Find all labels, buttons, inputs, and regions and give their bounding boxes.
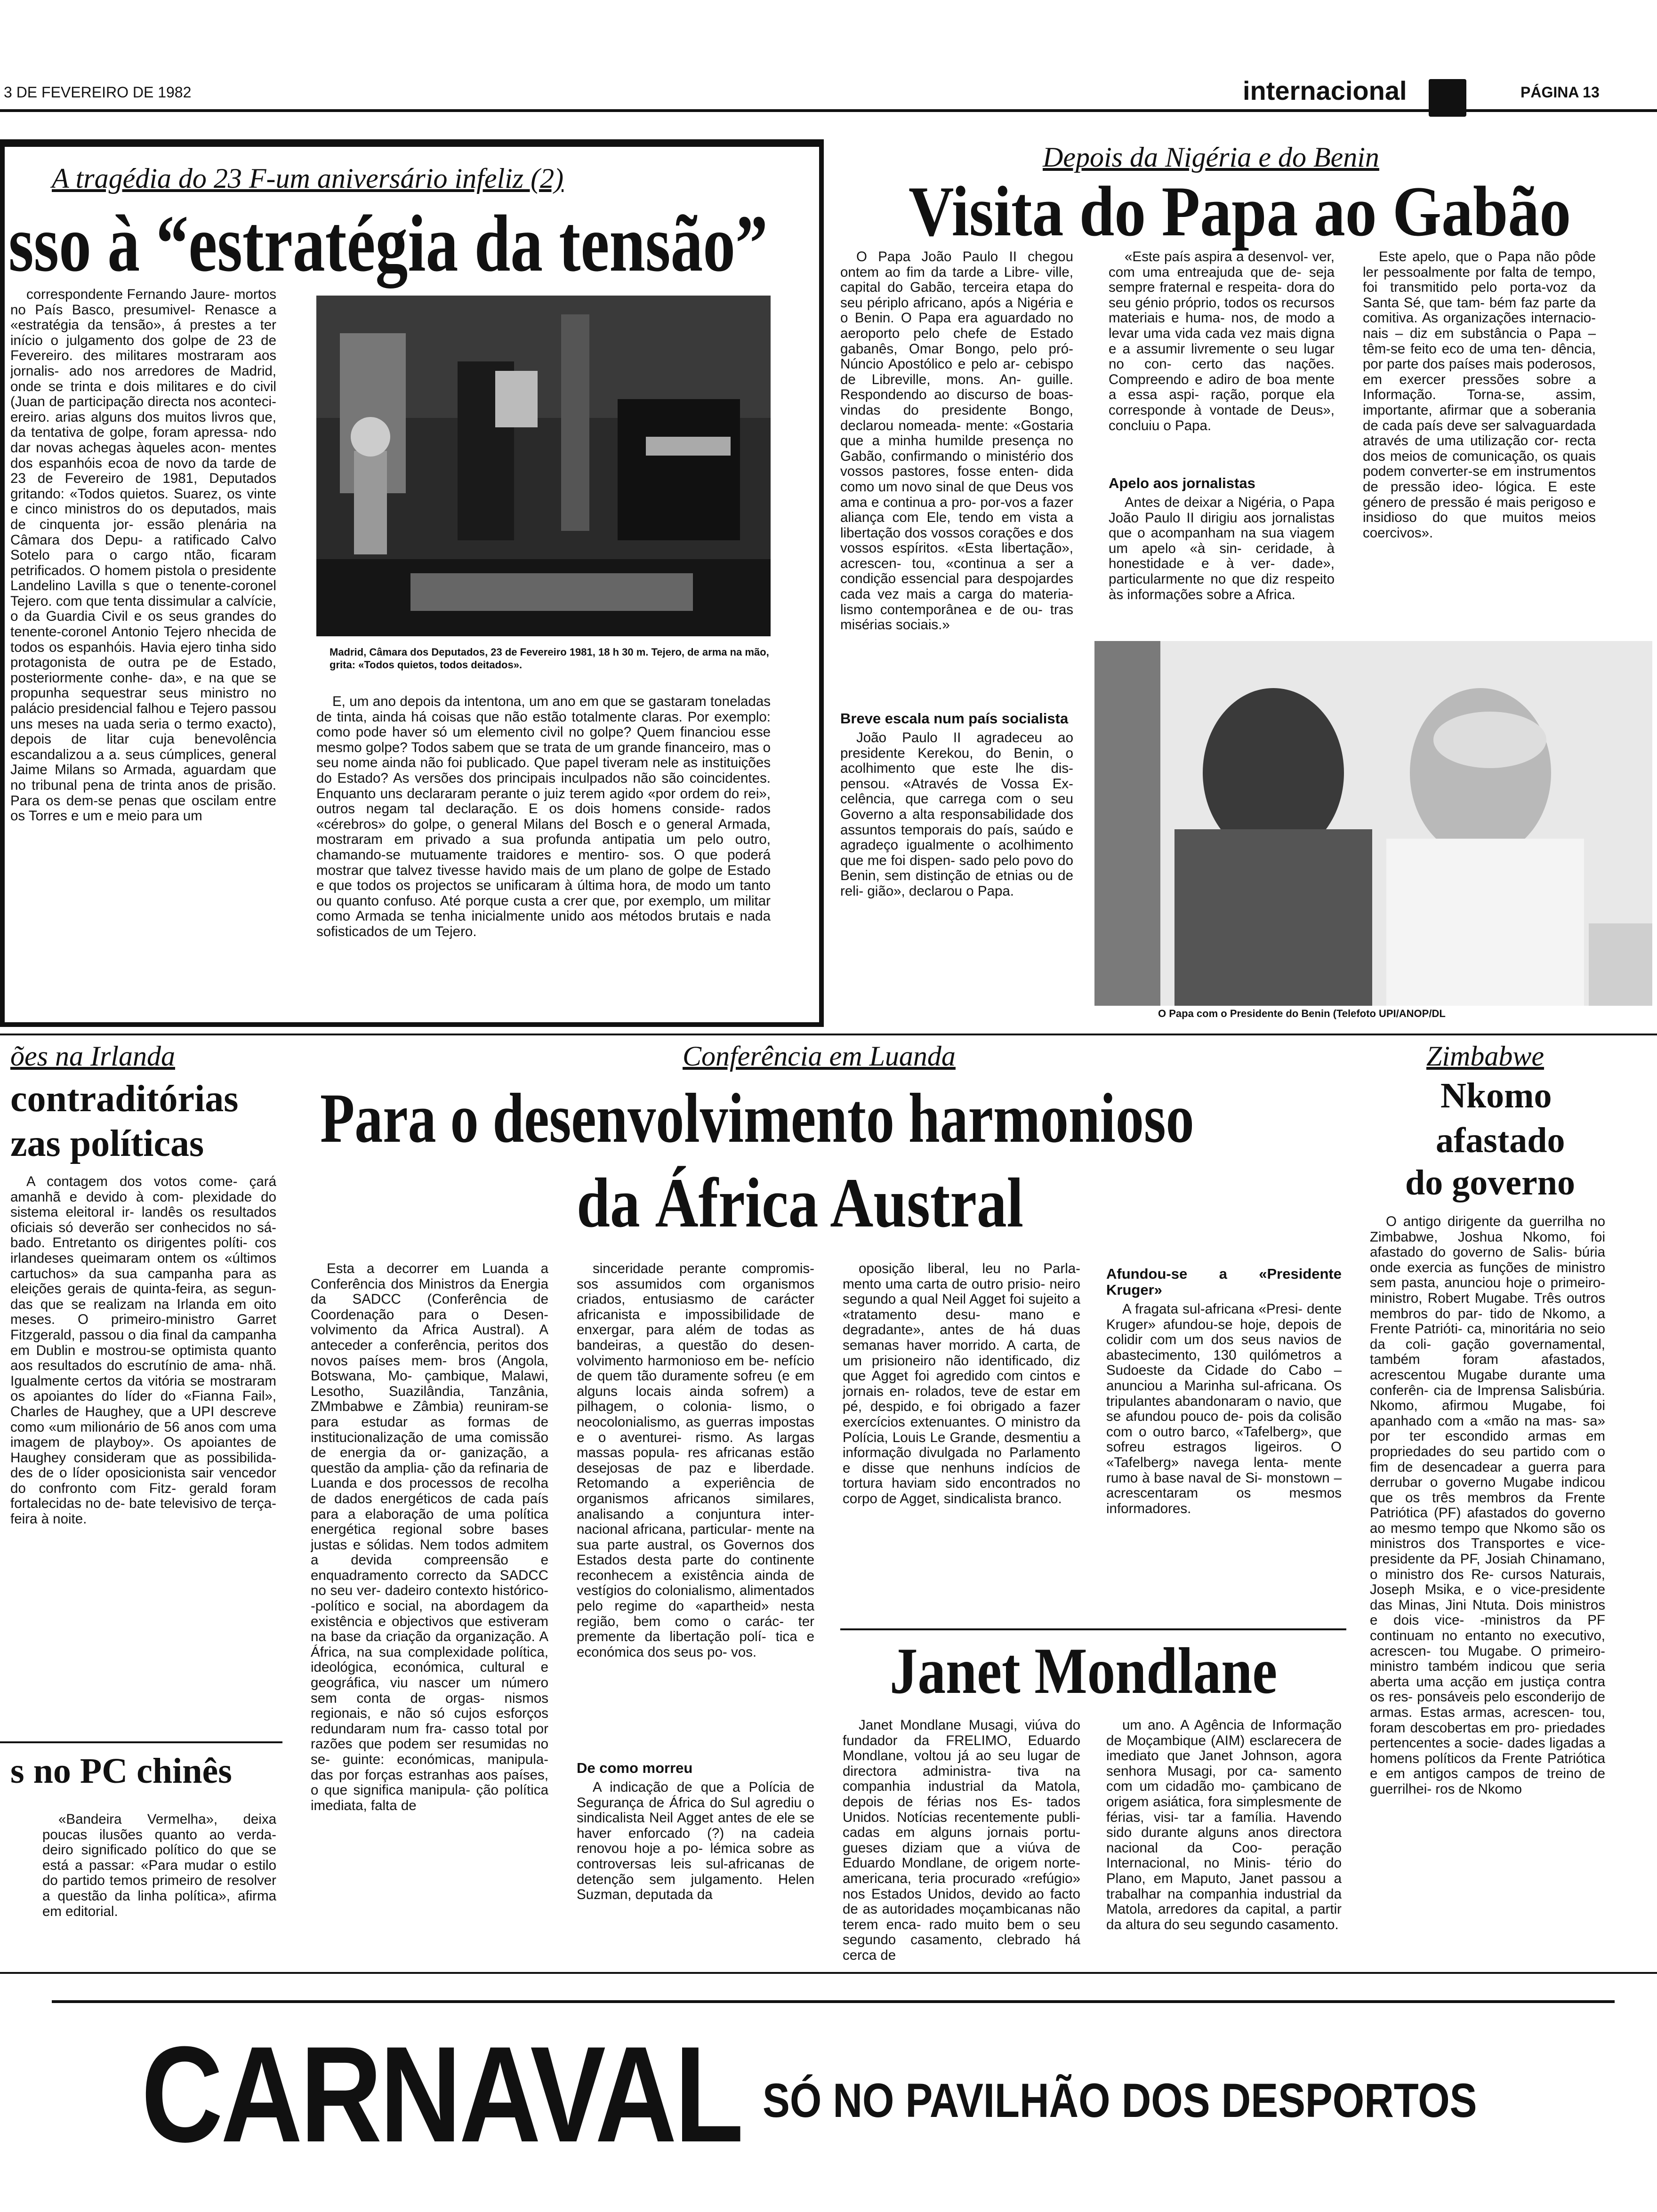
zimbabwe-headline-3: do governo <box>1405 1163 1575 1202</box>
ad-rule <box>0 1972 1657 1974</box>
pope-photo <box>1094 641 1652 1006</box>
mondlane-column-1: Janet Mondlane Musagi, viúva do fundador da FRELIMO, Eduardo Mondlane, voltou já ao seu lugar de directora administra- tiva na companhia industrial da Matola, depois de férias nos Es- tados Unidos. Notícias recentemente publi- cadas em alguns jornais portu- gueses diziam que a viúva de Eduardo Mondlane, de origem norte-americana, teria procurado «refúgio» nos Estados Unidos, devido ao facto de as autoridades moçambicanas não terem enca- rado muito bem o seu segundo casamento, clebrado há cerca de <box>843 1718 1080 1963</box>
luanda-subhead: De como morreu <box>577 1760 693 1776</box>
pope-kicker: Depois da Nigéria e do Benin <box>1043 142 1379 173</box>
zimbabwe-kicker: Zimbabwe <box>1426 1041 1544 1072</box>
luanda-column-4: Afundou-se a «Presidente Kruger» A fragata sul-africana «Presi- dente Kruger» afundou-se hoje, depois de colidir com um dos seus navios de abastecimento, 130 quilómetros a Sudoeste da Cidade do Cabo – anunciou a Marinha sul-africana. Os tripulantes abandonaram o navio, que se afundou pouco de- pois da colisão com o outro barco, «Tafelberg», que sofreu estragos ligeiros. O «Tafelberg» navega lenta- mente rumo à base naval de Si- monstown – acrescentaram os mesmos informadores. <box>1106 1266 1342 1516</box>
mondlane-rule <box>840 1628 1346 1630</box>
mondlane-headline: Janet Mondlane <box>890 1635 1278 1707</box>
spain-left-column: correspondente Fernando Jaure- mortos no País Basco, presumivel- Renasce a «estratégia da tensão», á prestes a ter início o julgamento dos golpe de 23 de Fevereiro. des militares mostraram aos jornalis- ado nos arredores de Madrid, onde se trinta e dois militares e do civil (Juan de participação directa nos aconteci- ereiro. arias alguns dos muitos livros que, da tentativa de golpe, foram apressa- ndo dar novas achegas àqueles acon- mentes dos espanhóis ecoa de novo da tarde de 23 de Fevereiro de 1981, Deputados gritando: «Todos quietos. Suarez, os vinte e cinco ministros do os deputados, mais de cinquenta jor- essão plenária na Câmara dos Depu- a ratificado Calvo Sotelo para o cargo ntão, ficaram petrificados. O homem pistola o presidente Landelino Lavilla s que o tenente-coronel Tejero. com que tenta dissimular a calvície, o da Guardia Civil e os seus grandes do tenente-coronel Antonio Tejero nhecida de todos os espanhóis. Havia ejero tinha sido protagonista de outra pe de Estado, posteriormente conhe- da», e na que se propunha sequestrar seus ministro no palácio presidencial falhou e Tejero passou uns meses na uada seria o termo exacto), depois de litar cuja benevolência escandalizou a a. seus cúmplices, general Jaime Milans so Armada, aguardam que no tribunal pena de trinta anos de prisão. Para os dem-se penas que oscilam entre os Torres e um e meio para um <box>10 287 276 824</box>
luanda-column-3: oposição liberal, leu no Parla- mento uma carta de outro prisio- neiro segundo a qual Neil Agget foi sujeito a «tratamento desu- mano e degradante», antes de há duas semanas haver morrido. A carta, de um prisioneiro não identificado, diz que Agget foi agredido com cintos e jornais en- rolados, teve de estar em pé, despido, e foi obrigado a fazer exercícios extenuantes. O ministro da Polícia, Louis Le Grande, desmentiu a informação divulgada no Parlamento e disse que nenhuns indícios de tortura haviam sido encontrados no corpo de Agget, sindicalista branco. <box>843 1261 1080 1507</box>
ireland-headline-1: contraditórias <box>10 1078 239 1120</box>
ireland-column: A contagem dos votos come- çará amanhã e devido à com- plexidade do sistema eleitoral ir- landês os resultados oficiais só deverão ser conhecidos no sá- bado. Entretanto os dirigentes políti- cos irlandeses queimaram ontem os «últimos cartuchos» da sua campanha para as eleições gerais de quinta-feira, as segun- das que se realizam na Irlanda em oito meses. O primeiro-ministro Garret Fitzgerald, passou o dia final da campanha em Dublin e mostrou-se optimista quanto aos resultados do escrutínio de ama- nhã. Igualmente certos da vitória se mostraram os apoiantes do líder do «Fianna Fail», Charles de Haughey, que a UPI descreve como «um milionário de 56 anos com uma imagem de playboy». Os apoiantes de Haughey consideram que as possibilida- des de o líder oposicionista sair vencedor do confronto com Fitz- gerald foram fortalecidas no de- bate televisivo de terça-feira à noite. <box>10 1174 276 1527</box>
pope-subhead-2: Apelo aos jornalistas <box>1109 475 1255 491</box>
ad-tagline: SÓ NO PAVILHÃO DOS DESPORTOS <box>763 2074 1477 2127</box>
pope-column-1: O Papa João Paulo II chegou ontem ao fim da tarde a Libre- ville, capital do Gabão, terceira etapa do seu périplo africano, após a Nigéria e o Benin. O Papa era aguardado no aeroporto pelo chefe de Estado gabanês, Omar Bongo, pelo pró-Núncio Apostólico e pelo ar- cebispo de Libreville, mons. An- guille. Respondendo ao discurso de boas-vindas do presidente Bongo, declarou nomeada- mente: «Gostaria que a minha humilde presença no Gabão, confirmando o ministério dos vossos pastores, fosse enten- dida como um novo sinal de que Deus vos ama e continua a pro- por-vos a fazer aliança com Ele, tendo em vista a libertação dos vossos corações e dos vossos espíritos. «Esta libertação», acrescen- tou, «continua a ser a condição essencial para despojardes cada vez mais a carga do materia- lismo contemporânea e de ou- tras misérias sociais.» <box>840 249 1073 633</box>
spain-left-bar <box>0 139 5 1027</box>
china-column: «Bandeira Vermelha», deixa poucas ilusões quanto ao verda- deiro significado político do que se está a passar: «Para mudar o estilo do partido temos primeiro de resolver a questão da linha política», afirma em editorial. <box>42 1812 276 1919</box>
ireland-kicker: ões na Irlanda <box>10 1041 175 1072</box>
ireland-rule <box>0 1741 282 1743</box>
spain-photo <box>316 296 771 636</box>
china-headline: s no PC chinês <box>10 1751 232 1791</box>
luanda-column-2b: De como morreu A indicação de que a Polícia de Segurança de África do Sul agrediu o sindicalista Neil Agget antes de ele se haver enforcado (?) na cadeia renovou hoje a po- lémica sobre as controversas leis sul-africanas de detenção sem julgamento. Helen Suzman, deputada da <box>577 1760 814 1903</box>
ad-top-border <box>52 2000 1615 2003</box>
luanda-column-2: sinceridade perante compromis- sos assumidos com organismos criados, entusiasmo de carácter africanista e impossibilidade de enxergar, para além de todas as bandeiras, a questão do desen- volvimento harmonioso em be- nefício de quem tão duramente sofreu (e em alguns locais ainda sofrem) a pilhagem, o colonia- lismo, o neocolonialismo, as guerras impostas e o aventurei- rismo. As largas massas popula- res africanas estão desejosas de paz e liberdade. Retomando a experiência de organismos africanos similares, analisando a conjuntura inter- nacional africana, particular- mente na sua parte austral, os Governos dos Estados desta parte do continente reconhecem a existência ainda de vestígios do colonialismo, alimentados pelo regime do «apartheid» nesta região, bem como o carác- ter premente da libertação polí- tica e económica dos seus po- vos. <box>577 1261 814 1660</box>
header-rule <box>0 109 1657 112</box>
middle-rule <box>0 1034 1657 1035</box>
pope-headline: Visita do Papa ao Gabão <box>909 172 1571 251</box>
zimbabwe-column: O antigo dirigente da guerrilha no Zimbabwe, Joshua Nkomo, foi afastado do governo de Salis- búria onde exercia as funções de ministro sem pasta, anunciou hoje o primeiro-ministro, Robert Mugabe. Três outros membros do par- tido de Nkomo, a Frente Patrióti- ca, minoritária no seio da coli- gação governamental, também foram afastados, acrescentou Mugabe durante uma conferên- cia de Imprensa Salisbúria. Nkomo, afirmou Mugabe, foi apanhado com a «mão na mas- sa» por ter escondido armas em propriedades do seu partido com o fim de desencadear a guerra para derrubar o governo Mugabe indicou que os três membros da Frente Patriótica (PF) afastados do governo ao mesmo tempo que Nkomo são os ministros dos Transportes e vice-presidente da PF, Josiah Chinamano, o ministro dos Re- cursos Naturais, Joseph Msika, e o vice-presidente das Minas, Jini Ntuta. Dois ministros e dois vice- -ministros da PF continuam no entanto no executivo, acrescen- tou Mugabe. O primeiro-ministro também indicou que seria aberta uma acção em justiça contra os res- ponsáveis pelo esconderijo de armas. Estas armas, acrescen- tou, foram descobertas em pro- priedades pertencentes a socie- dades ligadas a homens políticos da Frente Patriótica e em antigos campos de treino de guerrilhei- ros de Nkomo <box>1370 1214 1605 1797</box>
luanda-headline-1: Para o desenvolvimento harmonioso <box>320 1079 1194 1157</box>
ireland-headline-2: zas políticas <box>10 1123 204 1164</box>
page-number: PÁGINA 13 <box>1520 84 1600 101</box>
issue-date: 3 DE FEVEREIRO DE 1982 <box>4 84 192 101</box>
luanda-subhead-kruger: Afundou-se a «Presidente Kruger» <box>1106 1266 1342 1298</box>
spain-photo-caption: Madrid, Câmara dos Deputados, 23 de Fevereiro 1981, 18 h 30 m. Tejero, de arma na mão, grita: «Todos quietos, todos deitados». <box>330 646 769 671</box>
luanda-headline-2: da África Austral <box>577 1164 1024 1242</box>
zimbabwe-headline-1: Nkomo <box>1440 1076 1552 1115</box>
pope-column-3: Este apelo, que o Papa não pôde ler pessoalmente por falta de tempo, foi transmitido pelo porta-voz da Santa Sé, que tam- bém faz parte da comitiva. As organizações internacio- nais – diz em substância o Papa – têm-se feito eco de uma ten- dência, por parte dos países mais poderosos, em exercer pressões sobre a Informação. Torna-se, assim, importante, afirmar que a soberania de cada país deve ser salvaguardada através de uma utilização cor- recta dos meios de comunicação, os quais podem converter-se em instrumentos de pressão ideo- lógica. E este género de pressão é mais perigoso e insidioso do que muitos meios coercivos». <box>1363 249 1596 541</box>
luanda-column-1: Esta a decorrer em Luanda a Conferência dos Ministros da Energia da SADCC (Conferência de Coordenação para o Desen- volvimento da Africa Austral). A anteceder a conferência, peritos dos novos países mem- bros (Angola, Botswana, Mo- çambique, Malawi, Lesotho, Suazilândia, Tanzânia, ZMmbabwe e Zâmbia) reuniram-se para estudar as formas de institucionalização de uma comissão de energia da or- ganização, a questão da amplia- ção da refinaria de Luanda e dos processos de recolha de dados energéticos de cada país para a elaboração de uma política energética regional sobre bases justas e sólidas. Nem todos admitem a devida compreensão e enquadramento correcto da SADCC no seu ver- dadeiro contexto histórico- -político e social, na abordagem da existência e objectivos que estiveram na base da criação da organização. A África, na sua complexidade política, ideológica, económica, cultural e geográfica, viu nascer um número sem conta de orgas- nismos regionais, e não só cujos esforços redundaram num fra- casso total por razões que podem ser resumidas no se- guinte: económicas, manipula- das por forças estranhas aos países, o que significa manipula- ção política imediata, falta de <box>311 1261 548 1813</box>
spain-kicker: A tragédia do 23 F-um aniversário infeliz (2) <box>52 163 564 194</box>
luanda-kicker: Conferência em Luanda <box>683 1041 956 1072</box>
spain-bottom-bar <box>0 1022 824 1027</box>
pope-column-1b: Breve escala num país socialista João Paulo II agradeceu ao presidente Kerekou, do Benin, o acolhimento que este lhe dis- pensou. «Através de Vossa Ex- celência, que carrega com o seu Governo a alta responsabilidade dos assuntos temporais do país, saúdo e agradeço igualmente o acolhimento que me foi dispen- sado pelo povo do Benin, sem distinção de etnias ou de reli- gião», declarou o Papa. <box>840 710 1073 899</box>
ad-carnaval: CARNAVAL <box>141 2018 741 2171</box>
pope-photo-caption: O Papa com o Presidente do Benin (Telefoto UPI/ANOP/DL <box>1158 1008 1446 1019</box>
spain-headline: sso à “estratégia da tensão” <box>8 199 768 289</box>
spain-top-bar <box>0 139 824 147</box>
mondlane-column-2: um ano. A Agência de Informação de Moçambique (AIM) esclarecera de imediato que Janet Johnson, agora senhora Musagi, por ca- samento com um cidadão mo- çambicano de origem asiática, fora simplesmente de férias, visi- tar a família. Havendo sido durante alguns anos directora nacional da Coo- peração Internacional, no Minis- tério do Plano, em Maputo, Janet passou a trabalhar na companhia industrial da Matola, arredores da capital, a partir da altura do seu segundo casamento. <box>1106 1718 1342 1932</box>
pope-column-2: «Este país aspira a desenvol- ver, com uma entreajuda que de- seja sempre fraternal e respeita- dora do seu génio próprio, todos os recursos materiais e huma- nos, de modo a levar uma vida cada vez mais digna e a assumir livremente o seu lugar no con- certo das nações. Compreendo e adiro de boa mente a essa aspi- ração, porque ela corresponde à vontade de Deus», concluiu o Papa. <box>1109 249 1335 433</box>
spain-right-column: E, um ano depois da intentona, um ano em que se gastaram toneladas de tinta, ainda há coisas que não estão totalmente claras. Por exemplo: como pode haver só um elemento civil no golpe? Quem financiou esse mesmo golpe? Todos sabem que se trata de um grande financeiro, mas o seu nome ainda não foi publicado. Que papel tiveram nele as instituições do Estado? As versões dos principais inculpados não são coincidentes. Enquanto uns declararam perante o juiz terem agido «por ordem do rei», outros negam tal declaração. E os dois homens conside- rados «cérebros» do golpe, o general Milans del Bosch e o general Armada, mostraram em privado a sua profunda antipatia um pelo outro, chamando-se mutuamente traidores e mentiro- sos. O que poderá mostrar que talvez tivesse havido mais de um plano de golpe de Estado e que todos os projectos se unificaram à última hora, de modo um tanto ou quanto confuso. Até porque custa a crer que, por exemplo, um militar como Armada se tenha inicialmente unido aos métodos brutais e nada sofisticados de um Tejero. <box>316 694 771 939</box>
spain-right-bar <box>819 139 824 1027</box>
section-name: internacional <box>1243 76 1407 105</box>
pope-column-2b: Apelo aos jornalistas Antes de deixar a Nigéria, o Papa João Paulo II dirigiu aos jornalistas que o acompanham na sua viagem um apelo «à sin- ceridade, à honestidade e à ver- dade», particularmente no que diz respeito às informações sobre a Africa. <box>1109 475 1335 602</box>
pope-subhead-1: Breve escala num país socialista <box>840 710 1069 727</box>
zimbabwe-headline-2: afastado <box>1436 1121 1565 1160</box>
